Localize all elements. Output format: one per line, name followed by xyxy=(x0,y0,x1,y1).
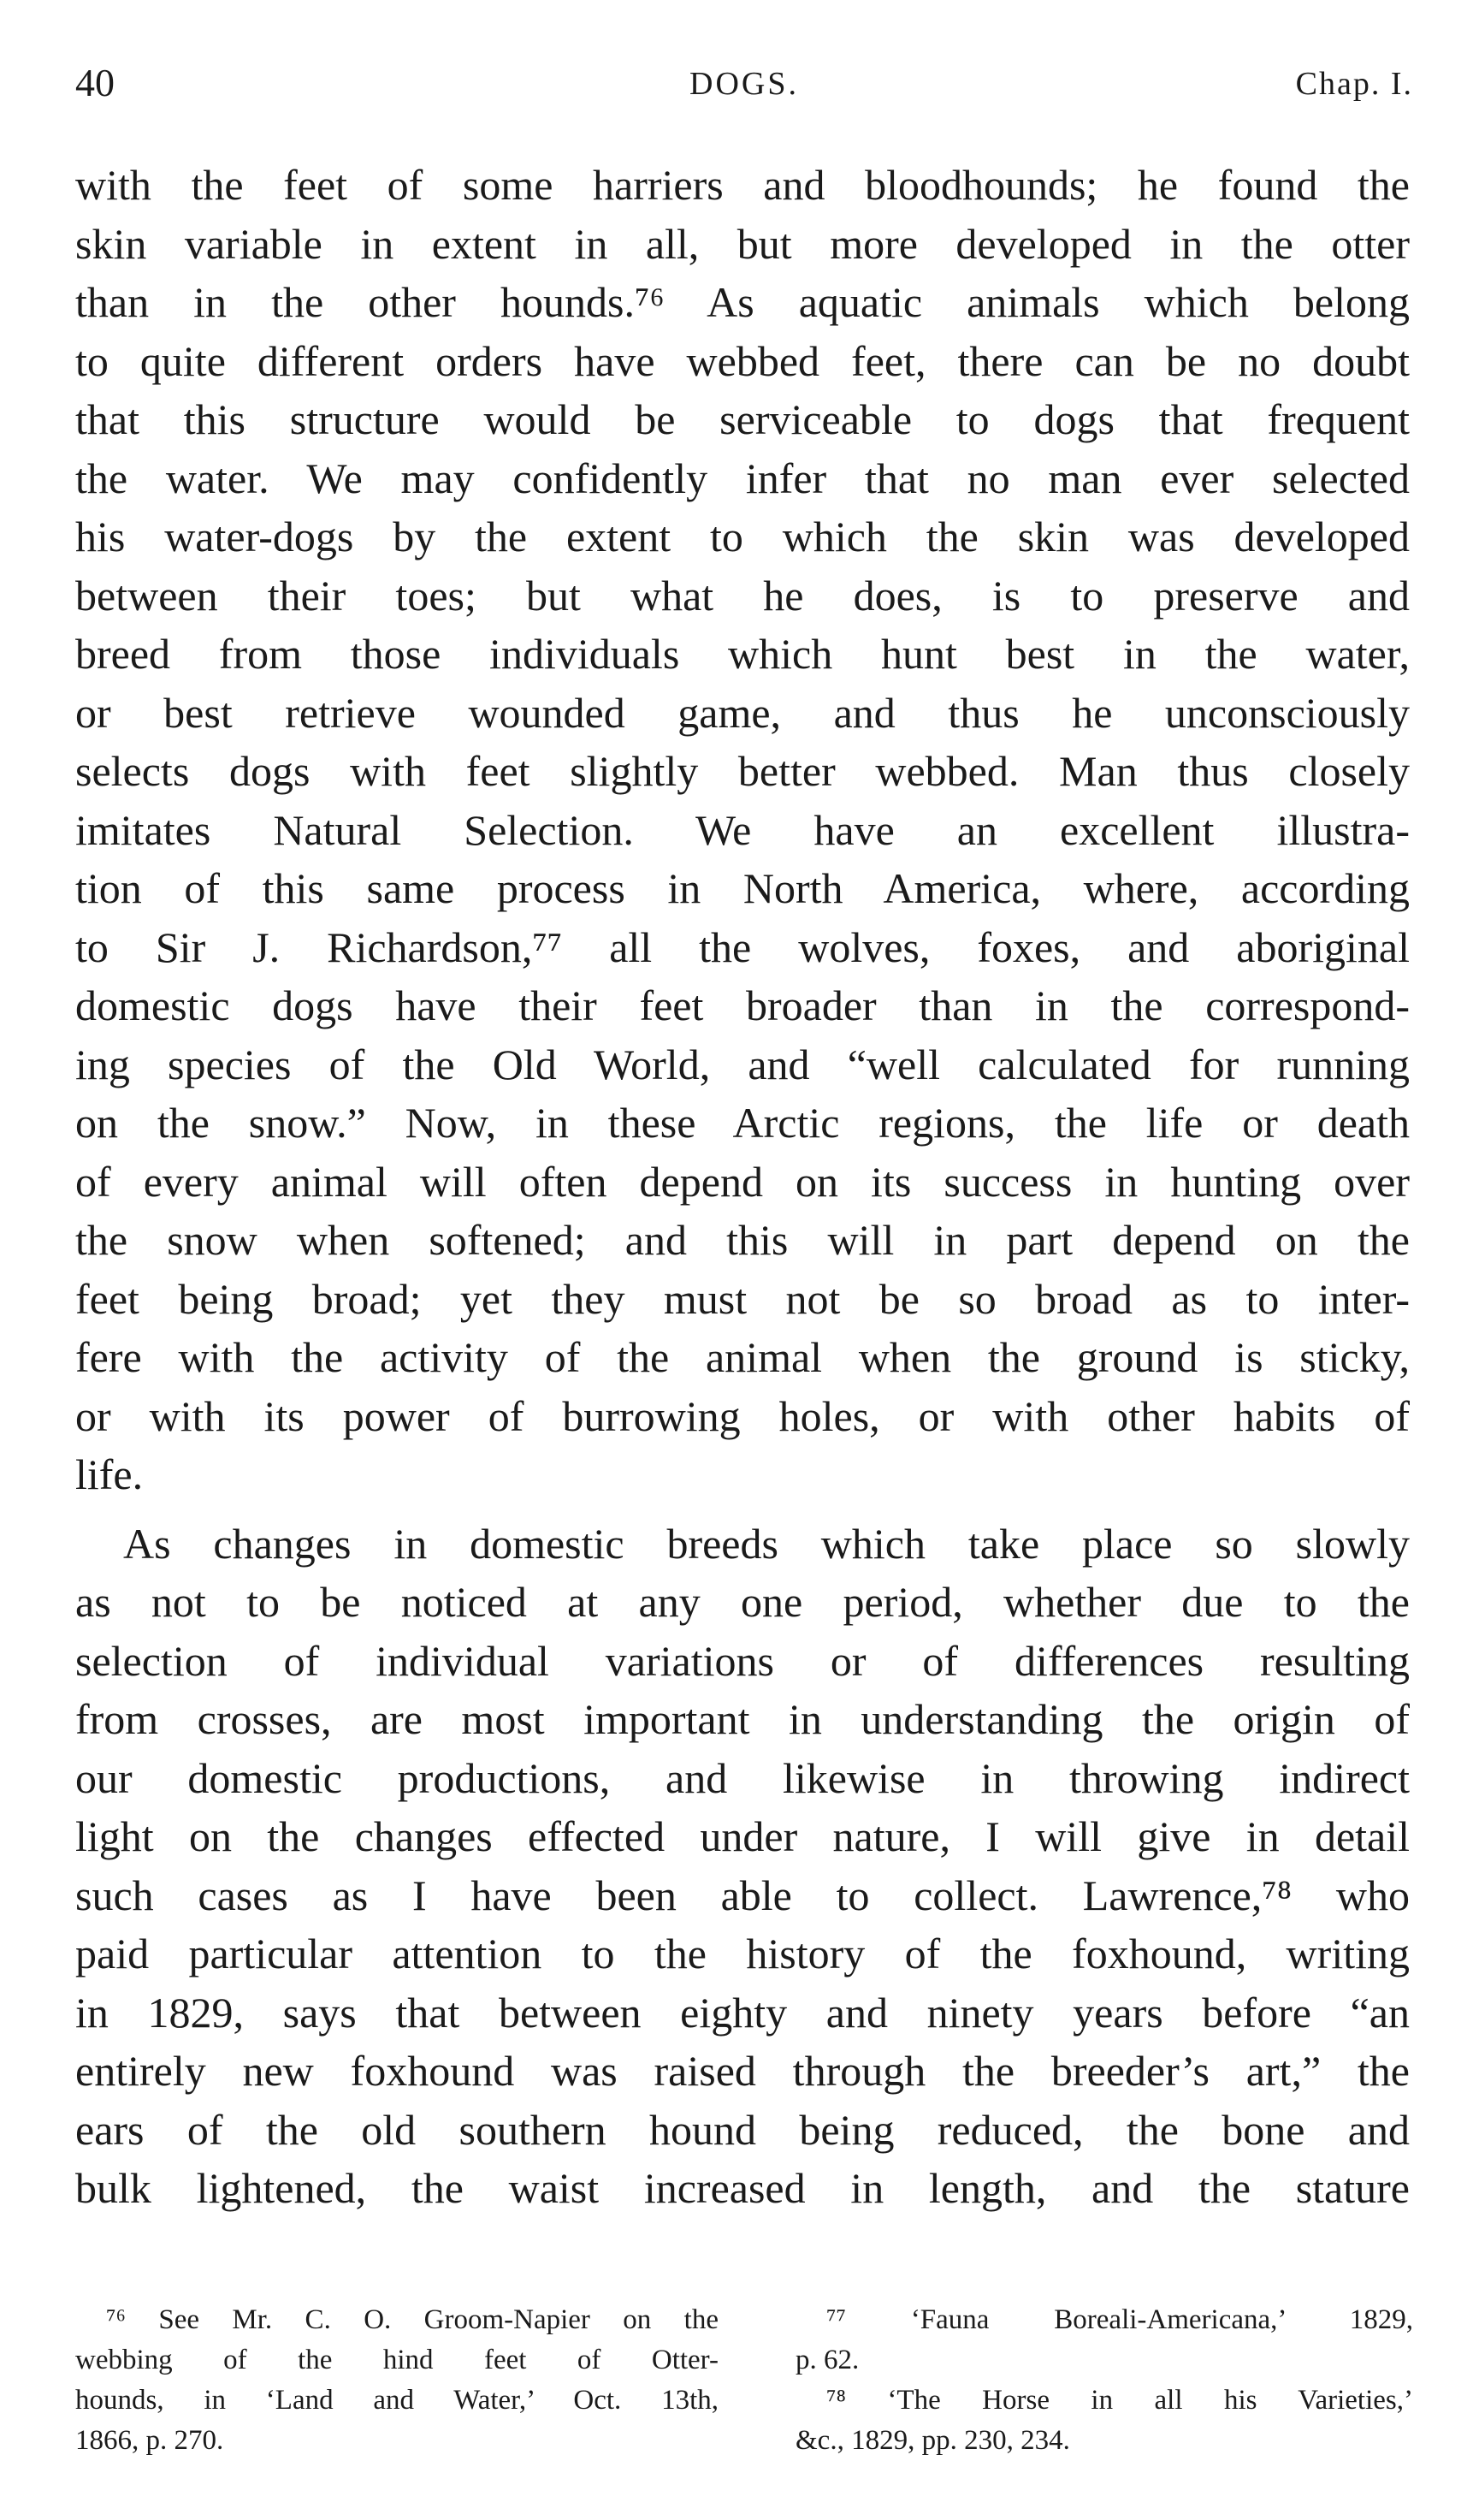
footnote-line: webbing of the hind feet of Otter- xyxy=(75,2345,719,2375)
text-line: to Sir J. Richardson,⁷⁷ all the wolves, foxes, and aboriginal xyxy=(75,922,1410,971)
chapter-label: Chap. I. xyxy=(1295,66,1413,102)
text-line: the water. We may confidently infer that no man ever selected xyxy=(75,454,1410,502)
text-line: or best retrieve wounded game, and thus he unconsciously xyxy=(75,688,1410,737)
text-line: with the feet of some harriers and bloodhounds; he found the xyxy=(75,161,1410,209)
text-line: ing species of the Old World, and “well calculated for running xyxy=(75,1040,1410,1088)
text-line: paid particular attention to the history of the foxhound, writing xyxy=(75,1930,1410,1977)
text-line: imitates Natural Selection. We have an excellent illustra- xyxy=(75,805,1410,854)
text-line: light on the changes effected under nature, I will give in detail xyxy=(75,1812,1410,1860)
text-line: of every animal will often depend on its success in hunting over xyxy=(75,1157,1410,1206)
text-line: between their toes; but what he does, is to preserve and xyxy=(75,571,1410,620)
text-line: the snow when softened; and this will in part depend on the xyxy=(75,1216,1410,1264)
text-line: that this structure would be serviceable to dogs that frequent xyxy=(75,395,1410,443)
page-number: 40 xyxy=(75,61,115,104)
text-line: or with its power of burrowing holes, or with other habits of xyxy=(75,1391,1410,1440)
footnote-line: ⁷⁸ ‘The Horse in all his Varieties,’ xyxy=(826,2385,1413,2416)
text-line: on the snow.” Now, in these Arctic regions, the life or death xyxy=(75,1099,1410,1147)
text-line: to quite different orders have webbed feet, there can be no doubt xyxy=(75,336,1410,385)
text-line: than in the other hounds.⁷⁶ As aquatic animals which belong xyxy=(75,278,1410,326)
page-header xyxy=(75,53,1413,113)
text-line: bulk lightened, the waist increased in length, and the stature xyxy=(75,2164,1410,2212)
text-line: selects dogs with feet slightly better webbed. Man thus closely xyxy=(75,747,1410,795)
text-line: feet being broad; yet they must not be so broad as to inter- xyxy=(75,1274,1410,1323)
footnote-line: hounds, in ‘Land and Water,’ Oct. 13th, xyxy=(75,2385,719,2416)
text-line: in 1829, says that between eighty and ninety years before “an xyxy=(75,1988,1410,2037)
footnotes-right-column xyxy=(796,2300,1413,2461)
text-line: skin variable in extent in all, but more developed in the otter xyxy=(75,219,1410,268)
footnote-line: 1866, p. 270. xyxy=(75,2425,224,2456)
text-line: domestic dogs have their feet broader than in the correspond- xyxy=(75,981,1410,1029)
text-line: our domestic productions, and likewise in throwing indirect xyxy=(75,1753,1410,1802)
text-line: such cases as I have been able to collect. Lawrence,⁷⁸ who xyxy=(75,1871,1410,1919)
running-title: DOGS. xyxy=(689,66,799,102)
text-line: as not to be noticed at any one period, whether due to the xyxy=(75,1578,1410,1626)
text-line: his water-dogs by the extent to which the skin was developed xyxy=(75,513,1410,560)
footnotes-left-column xyxy=(75,2300,719,2461)
text-line: from crosses, are most important in understanding the origin of xyxy=(75,1695,1410,1743)
footnote-line: p. 62. xyxy=(796,2345,860,2375)
text-line: As changes in domestic breeds which take place so slowly xyxy=(123,1519,1410,1568)
text-line: entirely new foxhound was raised through the breeder’s art,” the xyxy=(75,2047,1410,2095)
text-line: life. xyxy=(75,1450,144,1498)
text-line: selection of individual variations or of differences resulting xyxy=(75,1636,1410,1685)
footnote-line: ⁷⁶ See Mr. C. O. Groom-Napier on the xyxy=(106,2304,719,2335)
body-text xyxy=(75,156,1410,2218)
footnote-line: ⁷⁷ ‘Fauna Boreali-Americana,’ 1829, xyxy=(826,2304,1413,2335)
footnote-line: &c., 1829, pp. 230, 234. xyxy=(796,2425,1070,2456)
text-line: fere with the activity of the animal when the ground is sticky, xyxy=(75,1333,1410,1381)
text-line: tion of this same process in North America, where, according xyxy=(75,864,1410,912)
text-line: breed from those individuals which hunt best in the water, xyxy=(75,630,1410,678)
text-line: ears of the old southern hound being reduced, the bone and xyxy=(75,2105,1410,2154)
